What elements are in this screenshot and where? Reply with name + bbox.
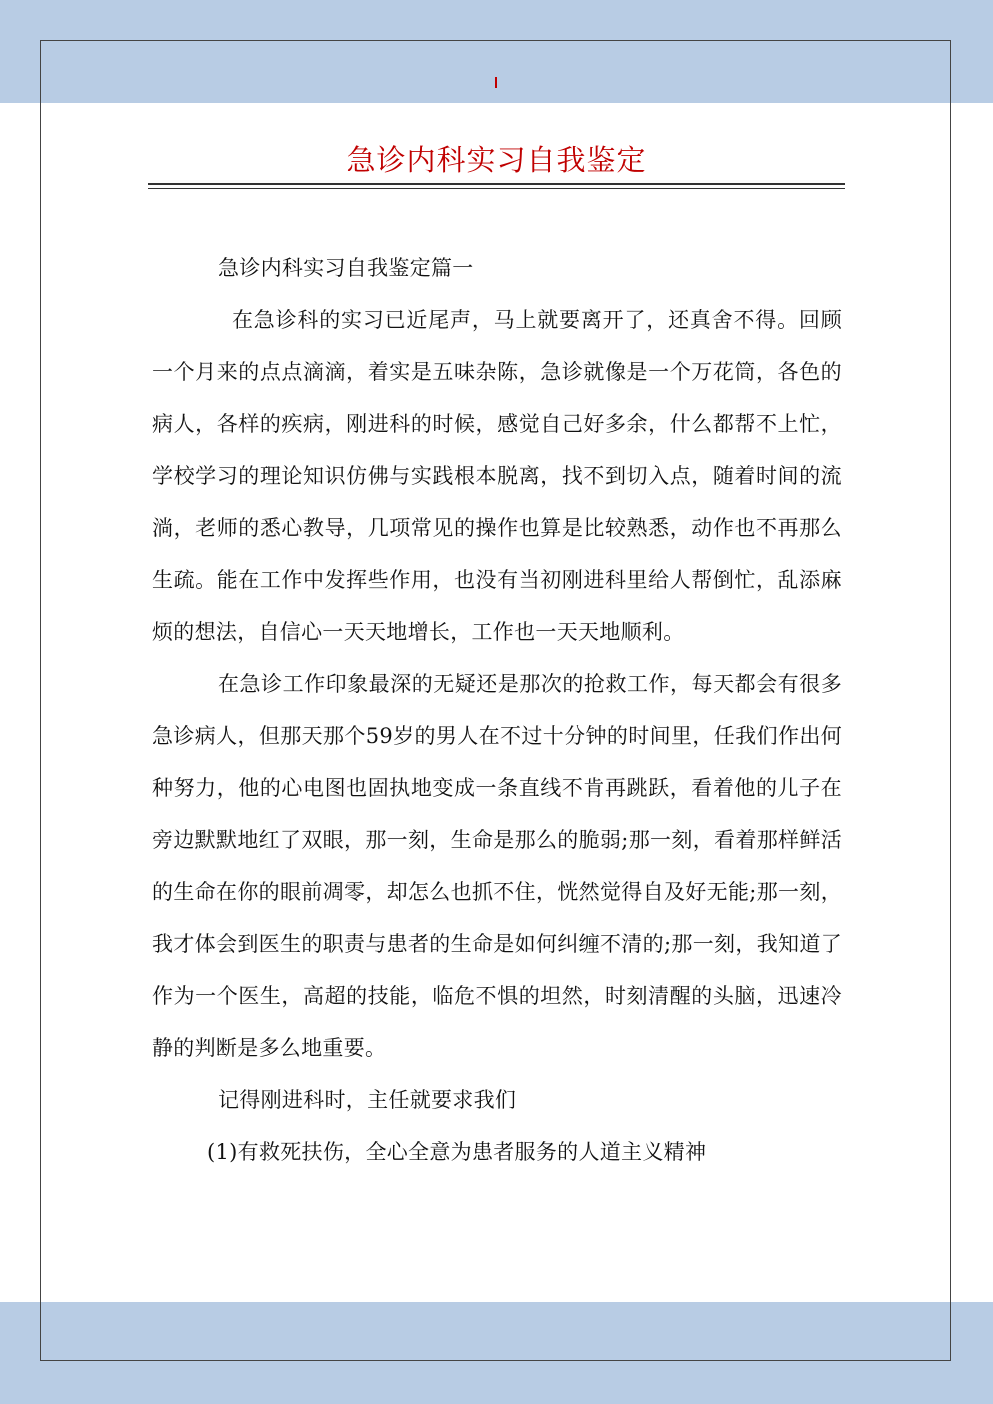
document-title: 急诊内科实习自我鉴定 xyxy=(346,143,647,177)
header-mark xyxy=(495,77,497,88)
paragraph: 在急诊工作印象最深的无疑还是那次的抢救工作，每天都会有很多急诊病人，但那天那个59岁的男人在不过十分钟的时间里，任我们作出何种努力，他的心电图也固执地变成一条直线不肯再跳跃，看着他的儿子在旁边默默地红了双眼，那一刻，生命是那么的脆弱;那一刻，看着那样鲜活的生命在你的眼前凋零，却怎么也抓不住，恍然觉得自及好无能;那一刻，我才体会到医生的职责与患者的生命是如何纠缠不清的;那一刻，我知道了作为一个医生，高超的技能，临危不惧的坦然，时刻清醒的头脑，迅速冷静的判断是多么地重要。 xyxy=(152,672,842,1060)
title-rule-thick xyxy=(148,183,845,185)
list-item: (1)有救死扶伤，全心全意为患者服务的人道主义精神 xyxy=(207,1140,707,1164)
title-rule-thin xyxy=(148,188,845,189)
paragraph: 记得刚进科时，主任就要求我们 xyxy=(218,1088,517,1112)
paragraph: 在急诊科的实习已近尾声，马上就要离开了，还真舍不得。回顾一个月来的点点滴滴，着实是五味杂陈，急诊就像是一个万花筒，各色的病人，各样的疾病，刚进科的时候，感觉自己好多余，什么都帮不上忙，学校学习的理论知识仿佛与实践根本脱离，找不到切入点，随着时间的流淌，老师的悉心教导，几项常见的操作也算是比较熟悉，动作也不再那么生疏。能在工作中发挥些作用，也没有当初刚进科里给人帮倒忙，乱添麻烦的想法，自信心一天天地增长，工作也一天天地顺利。 xyxy=(152,308,842,644)
section-heading: 急诊内科实习自我鉴定篇一 xyxy=(218,256,474,280)
document-body xyxy=(152,242,842,1178)
